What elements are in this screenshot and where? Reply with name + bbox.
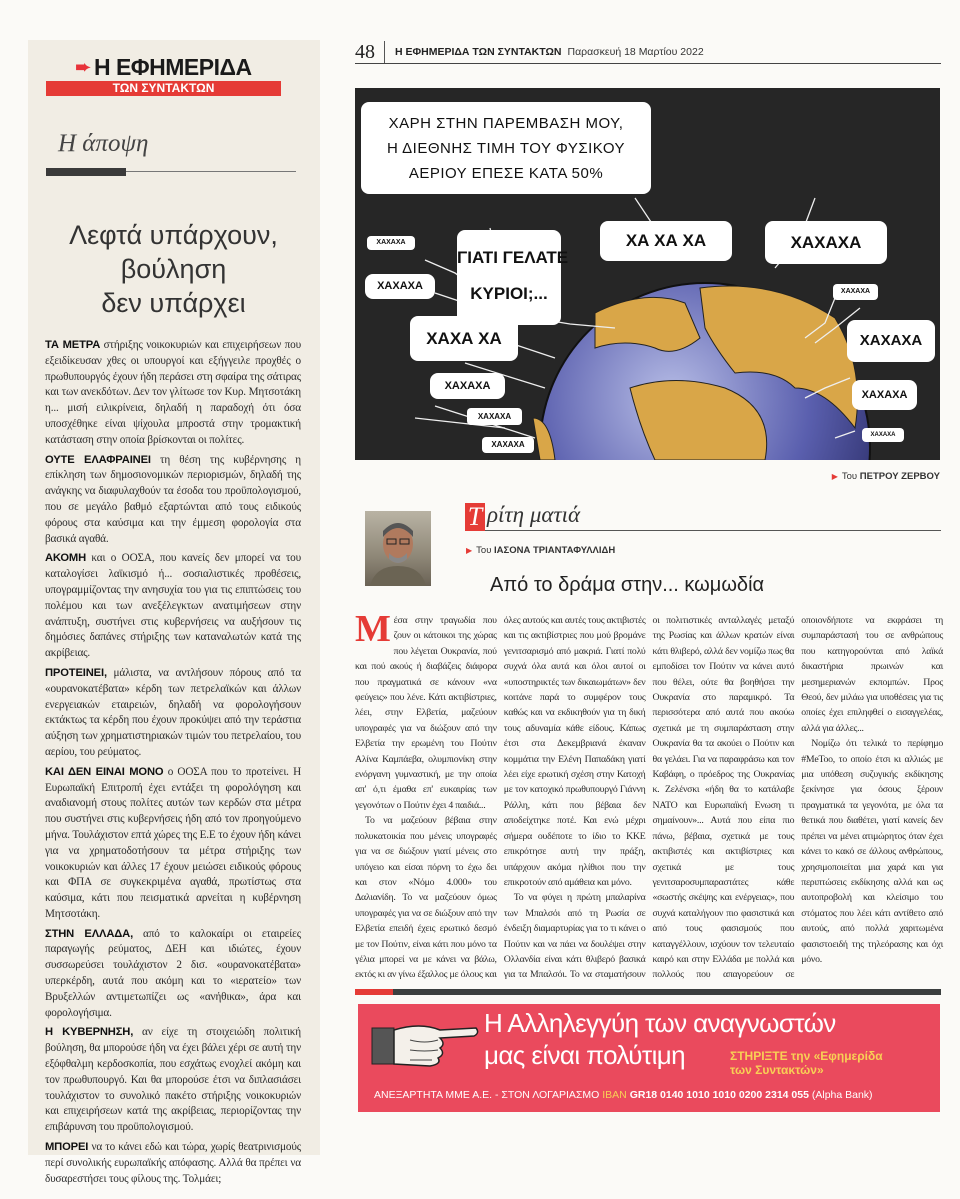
headline-line: δεν υπάρχει [101, 288, 246, 318]
iban-number: GR18 0140 1010 1010 0200 2314 055 [629, 1088, 809, 1101]
paragraph-text: ο ΟΟΣΑ που το προτείνει. Η Ευρωπαϊκή Επιτροπή έχει εντάξει τη φορολόγηση και αναδιανομή στους πολίτες αυτών των κερδών στα μέτρα που συστήνει στις κυβερνήσεις ήδη από τον προηγούμενο μήνα. Τουλάχιστον επτά χώρες της Ε.Ε το έχουν ήδη κάνει για να χρηματοδοτήσουν τα μέτρα στήριξης των νοικοκυριών και άλλες 17 έχουν μειώσει ειδικούς φόρους και ΦΠΑ σε συγκεκριμένα αγαθά, πρωτίστως στα καύσιμα, κάτι που πεισματικά αρνείται η κυβέρνηση Μητσοτάκη. [45, 765, 301, 920]
paragraph-text: μάλιστα, να αντλήσουν πόρους από τα «ουρανοκατέβατα» κέρδη των πετρελαϊκών και άλλων ενεργειακών εταιρειών, δηλαδή να φορολογήσουν εκτάκτως τα κέρδη που έχουν προκύψει από την τεράστια αύξηση των χρηματιστηριακών τιμών του πετρελαίου, του αερίου, του ρεύματος. [45, 666, 301, 758]
article-paragraph: Το να φύγει η πρώτη μπαλαρίνα των Μπαλσόι από τη Ρωσία σε ένδειξη διαμαρτυρίας για το τι κάνει ο Πούτιν και να πάει να δουλέψει στην Ολλανδία είναι κάτι θλιβερό βασικά για τα Μπαλσόι. Το να σταματήσουν οι πολιτιστικές ανταλλαγές μεταξύ της Ρωσίας και άλλων κρατών είναι κάτι θλιβερό, αλλά δεν νομίζω πως θα εμποδίσει τον Πούτιν να κάνει αυτό που θέλει, ούτε θα βοηθήσει την Ουκρανία στο παραμικρό. Τα περισσότερα από αυτά που ακούω σχετικά με τη συμπαράσταση στην Ουκρανία θα τα ακούει ο Πούτιν και θα γελάει. Για να παραφράσω και τον Καβάφη, ο πρόεδρος της Ουκρανίας κ. Ζελένσκι «ήδη θα το κατάλαβε ΝΑΤΟ και Ευρωπαϊκή Ενωση τι σημαίνουν»... Αυτά που είπα πιο πάνω, βέβαια, σχετικά με τους ακτιβιστές και ακτιβίστριες και σχετικά με τους γενιτσαροσυμπαραστάτες κάθε «σωστής σκέψης και ενέργειας», που συχνά καταλήγουν πιο φασιστικά και από τους φασισμούς που καταγγέλλουν, ισχύουν τον τελευταίο καιρό και στην Ελλάδα με πολλά και πολλούς που απαγορεύουν σε οποιονδήποτε να εκφράσει τη συμπαράστασή του σε ανθρώπους που κατηγορούνται από λαϊκά δικαστήρια πρωινών και μεσημεριανών εκπομπών. Προς Θεού, δεν μιλάω για υποθέσεις για τις οποίες έχει επιληφθεί ο εισαγγελέας, αλλά για άλλες... [503, 615, 943, 981]
triangle-icon: ▶ [466, 546, 473, 555]
article-paragraph: Νομίζω ότι τελικά το περίφημο #MeToo, το οποίο έτσι κι αλλιώς με μια υπόθεση συζυγικής εκδίκησης ξεκίνησε για όσους ξέρουν πραγματικά τα γεγονότα, με όλα τα θετικά που διαθέτει, γιατί κανείς δεν πρέπει να μένει ατιμώρητος όταν έχει κάνει το κακό σε άλλους ανθρώπους, χρησιμοποιείται μια χαρά και για περιπτώσεις εκδίκησης αλλά και ως αυτοπροβολή και κλείσιμο του στόματος που λέει κάτι αντίθετο από αυτούς, από πολλά χαριτωμένα φασιστοειδή της τηλεόρασης και όχι μόνο. [801, 738, 943, 965]
byline-prefix: Του [476, 545, 492, 556]
page-number: 48 [355, 41, 385, 63]
continent [595, 297, 700, 351]
issue-date: Παρασκευή 18 Μαρτίου 2022 [567, 45, 704, 58]
opinion-headline [46, 218, 301, 320]
cartoon-credit [832, 471, 940, 482]
logo-main-text: Η ΕΦΗΜΕΡΙΔΑ [93, 54, 252, 80]
laugh-bubble: ΧΑ ΧΑ ΧΑ [600, 221, 732, 261]
paragraph-text: έσα στην τραγωδία που ζουν οι κάτοικοι της χώρας που λέγεται Ουκρανία, πού και πού ακούς ή διαβάζεις διάφορα που πραγματικά σε κάνουν «να φεύγεις» που λένε. Κάτι ακτιβίστριες, λέει, στην Ελβετία, μαζεύουν υπογραφές για να διώξουν από την Ελβετία την ερωμένη του Πούτιν Αλίνα Καμπάεβα, ολυμπιονίκη στην ενόργανη γυμναστική, με την οποία απ' ό,τι έμαθα επ' ευκαιρίας των γεγονότων ο Πούτιν έχει 4 παιδιά... [355, 615, 497, 811]
opinion-paragraph [45, 338, 301, 449]
arrow-icon: ➨ [75, 57, 90, 77]
paragraph-text: από το καλοκαίρι οι εταιρείες παραγωγής ρεύματος, ΔΕΗ και ιδιώτες, έχουν συσσωρεύσει τουλάχιστον 2 δισ. «ουρανοκατέβατα» υπερκέρδη, αυτά που ακόμη και το «ιερατείο» των Βρυξελλών αντιμετωπίζει ως «ανήθικα», άρα και φορολογήσιμα. [45, 927, 301, 1019]
editorial-cartoon [355, 88, 940, 460]
laugh-bubble: ΧΑΧΑΧΑ [765, 221, 887, 264]
paragraph-text: στήριξης νοικοκυριών και επιχειρήσεων που εξειδίκευσαν χθες οι υπουργοί και εξήγγειλε προχθές ο πρωθυπουργός έχουν ήδη περάσει στη σφαίρα της σάτιρας και των ανεκδότων. Δεν τον γλίτωσε τον Κυρ. Μητσοτάκη η... μισή ειλικρίνεια, δηλαδή η παραδοχή ότι όσα υποσχέθηκε είναι ψίχουλα μπροστά στην τρομακτική κατάσταση στην οποία βρίσκονται οι πολίτες. [45, 339, 301, 446]
bubble-line: ΓΙΑΤΙ ΓΕΛΑΤΕ [457, 248, 569, 267]
section-label: ρίτη ματιά [487, 502, 581, 527]
bubble-line: ΑΕΡΙΟΥ ΕΠΕΣΕ ΚΑΤΑ 50% [408, 165, 604, 182]
ad-headline-line1: Η Αλληλεγγύη των αναγνωστών [484, 1007, 836, 1038]
article-paragraph: Το να μαζεύουν βέβαια στην πολυκατοικία που μένεις υπογραφές για να σε διώξουν γιατί μένεις στο υπόγειο και είσαι πόρνη το έχω δει και στον «Νόμο 4.000» του Δαλιανίδη. Το να μαζεύουν όμως υπογραφές για να σε διώξουν από την Ελβετία επειδή έχεις ερωτικό δεσμό με τον Πούτιν, είναι κάτι που μόνο τα γέλια μπορεί να με κάνει να βάλω, εκτός κι αν γίνω έξαλλος με όλους και όλες αυτούς και αυτές τους ακτιβιστές και τις ακτιβίστριες που μού βρομάνε γενιτσαρισμό από μακριά. Γιατί πολύ συχνά όλα αυτά και όλοι αυτοί οι «υποστηρικτές των δικαιωμάτων» δεν κοιτάνε παρά το συμφέρον τους καθώς και να εκδικηθούν για τη δική τους αδυναμία κάθε είδους. Κάπως έτσι στα Δεκεμβριανά έκαναν κομμάτια την Ελένη Παπαδάκη γιατί λέει είχε ερωτική σχέση στην Κατοχή με τον κατοχικό πρωθυπουργό Γιάννη Ράλλη, κάτι που βέβαια δεν αποδείχτηκε ποτέ. Και ενώ μέχρι σήμερα ουδέποτε το ίδιο το ΚΚΕ επικρότησε αυτή την πράξη, υπάρχουν ακόμα ηλίθιοι που την επικροτούν από αμάθεια και μόνο. [355, 615, 646, 981]
lead-in: ΣΤΗΝ ΕΛΛΑΔΑ, [45, 927, 134, 940]
section-bar [46, 168, 126, 176]
laugh-bubble: ΧΑΧΑ ΧΑ [410, 316, 518, 361]
ad-headline-line2: μας είναι πολύτιμη [484, 1039, 685, 1070]
opinion-paragraph [45, 551, 301, 662]
bubble-line: ΚΥΡΙΟΙ;... [470, 284, 548, 303]
article-title: Από το δράμα στην... κωμωδία [490, 574, 765, 596]
speech-bubble-main [361, 102, 651, 194]
paper-name: Η ΕΦΗΜΕΡΙΔΑ ΤΩΝ ΣΥΝΤΑΚΤΩΝ [395, 45, 562, 58]
lead-in: ΚΑΙ ΔΕΝ ΕΙΝΑΙ ΜΟΝΟ [45, 765, 164, 778]
lead-in: ΜΠΟΡΕΙ [45, 1141, 89, 1154]
credit-prefix: Του [841, 471, 858, 482]
iban-label: IBAN [602, 1088, 627, 1101]
bubble-line: Η ΔΙΕΘΝΗΣ ΤΙΜΗ ΤΟΥ ΦΥΣΙΚΟΥ [386, 140, 626, 157]
laugh-bubble: ΧΑΧΑΧΑ [365, 274, 435, 299]
opinion-section-label: Η άποψη [58, 130, 149, 157]
ad-account-info [374, 1089, 934, 1101]
bubble-line: ΧΑΡΗ ΣΤΗΝ ΠΑΡΕΜΒΑΣΗ ΜΟΥ, [388, 115, 624, 132]
lead-in: ΑΚΟΜΗ [45, 552, 86, 565]
opinion-column [28, 40, 320, 1185]
article-paragraph [355, 608, 497, 813]
drop-cap: Μ [355, 608, 391, 650]
paragraph-text: αν είχε τη στοιχειώδη πολιτική βούληση, θα μπορούσε ήδη να έχει βάλει χέρι σε αυτή την εξόφθαλμη κερδοσκοπία, που εσχάτως ενοχλεί ακόμη και τον πρωθυπουργό. Και θα μπορούσε έτσι να διπλασιάσει τουλάχιστον το συνολικό πακέτο στήριξης νοικοκυριών και επιχειρήσεων κατά της ακρίβειας, περιορίζοντας την επιβάρυνση του προϋπολογισμού. [45, 1026, 302, 1134]
laugh-bubble: ΧΑΧΑΧΑ [482, 437, 534, 453]
opinion-paragraph [45, 453, 301, 548]
pointing-hand-icon [370, 1014, 480, 1072]
separator-bar [355, 989, 941, 995]
column-section-header [465, 501, 941, 531]
article-and-ad-flow [355, 608, 943, 1112]
newspaper-logo [46, 54, 281, 96]
section-rule [126, 171, 296, 172]
laugh-bubble: ΧΑΧΑΧΑ [862, 428, 904, 442]
laugh-bubble: ΧΑΧΑΧΑ [852, 380, 917, 410]
lead-in: ΤΑ ΜΕΤΡΑ [45, 339, 101, 351]
laugh-bubble: ΧΑΧΑΧΑ [833, 284, 878, 300]
paragraph-text: και ο ΟΟΣΑ, που κανείς δεν μπορεί να του καταλογίσει λαϊκισμό ή... σοσιαλιστικές προθέσεις, υπογραμμίζοντας την ανησυχία του για τις επιπτώσεις του πολέμου και των ανεξέλεγκτων ανατιμήσεων στην ανάπτυξη, συστήνει στις κυβερνήσεις να αυξήσουν τις δημόσιες δαπάνες στήριξης των καταναλωτών κατά της ακρίβειας. [45, 552, 301, 660]
lead-in: ΟΥΤΕ ΕΛΑΦΡΑΙΝΕΙ [45, 453, 151, 466]
opinion-paragraph [45, 1140, 301, 1187]
byline [466, 545, 615, 556]
lead-in: Η ΚΥΒΕΡΝΗΣΗ, [45, 1026, 134, 1039]
headline-line: βούληση [120, 254, 227, 284]
lead-in: ΠΡΟΤΕΙΝΕΙ, [45, 666, 107, 679]
ad-call-to-action[interactable] [730, 1049, 930, 1077]
laugh-bubble: ΧΑΧΑΧΑ [430, 373, 505, 399]
laugh-bubble: ΧΑΧΑΧΑ [847, 320, 935, 362]
opinion-paragraph [45, 927, 301, 1022]
opinion-paragraph [45, 1025, 301, 1136]
cta-line: ΣΤΗΡΙΞΤΕ την «Εφημερίδα [730, 1048, 883, 1063]
paragraph-text: να το κάνει εδώ και τώρα, χωρίς θεατρινισμούς περί συνολικής ευρωπαϊκής απόφασης. Αλλά θα πρέπει να δυσαρεστήσει τους φίλους της. Τολμάει; [45, 1141, 301, 1185]
author-name: ΙΑΣΟΝΑ ΤΡΙΑΝΤΑΦΥΛΛΙΔΗ [494, 545, 616, 556]
bank-name: (Alpha Bank) [811, 1088, 873, 1101]
triangle-icon: ▶ [831, 472, 838, 481]
cartoonist-name: ΠΕΤΡΟΥ ΖΕΡΒΟΥ [859, 471, 940, 482]
cta-line: των Συντακτών» [730, 1062, 824, 1077]
author-portrait-icon [365, 511, 431, 586]
section-initial: Τ [465, 503, 485, 531]
account-label: ΑΝΕΞΑΡΤΗΤΑ ΜΜΕ Α.Ε. - ΣΤΟΝ ΛΟΓΑΡΙΑΣΜΟ [374, 1088, 600, 1101]
solidarity-ad[interactable] [358, 1004, 940, 1112]
page-header [355, 40, 941, 64]
logo-sub-text: ΤΩΝ ΣΥΝΤΑΚΤΩΝ [46, 81, 281, 96]
headline-line: Λεφτά υπάρχουν, [69, 220, 278, 250]
speech-bubble-reply [457, 230, 569, 325]
laugh-bubble: ΧΑΧΑΧΑ [467, 408, 522, 425]
opinion-paragraph [45, 666, 301, 761]
article-body [355, 608, 943, 983]
paragraph-text: τη θέση της κυβέρνησης η επίκληση των δημοσιονομικών περιορισμών, δηλαδή της ανάγκης να διαφυλαχθούν τα έσοδα του προϋπολογισμού, που σε μεγάλο βαθμό εξαρτώνται από τους ειδικούς φόρους στα καύσιμα και την έμμεση φορολογία στα βασικά αγαθά. [45, 453, 302, 545]
opinion-paragraph [45, 765, 301, 923]
laugh-bubble: ΧΑΧΑΧΑ [367, 236, 415, 250]
author-photo [365, 511, 431, 586]
opinion-body [45, 338, 301, 1191]
